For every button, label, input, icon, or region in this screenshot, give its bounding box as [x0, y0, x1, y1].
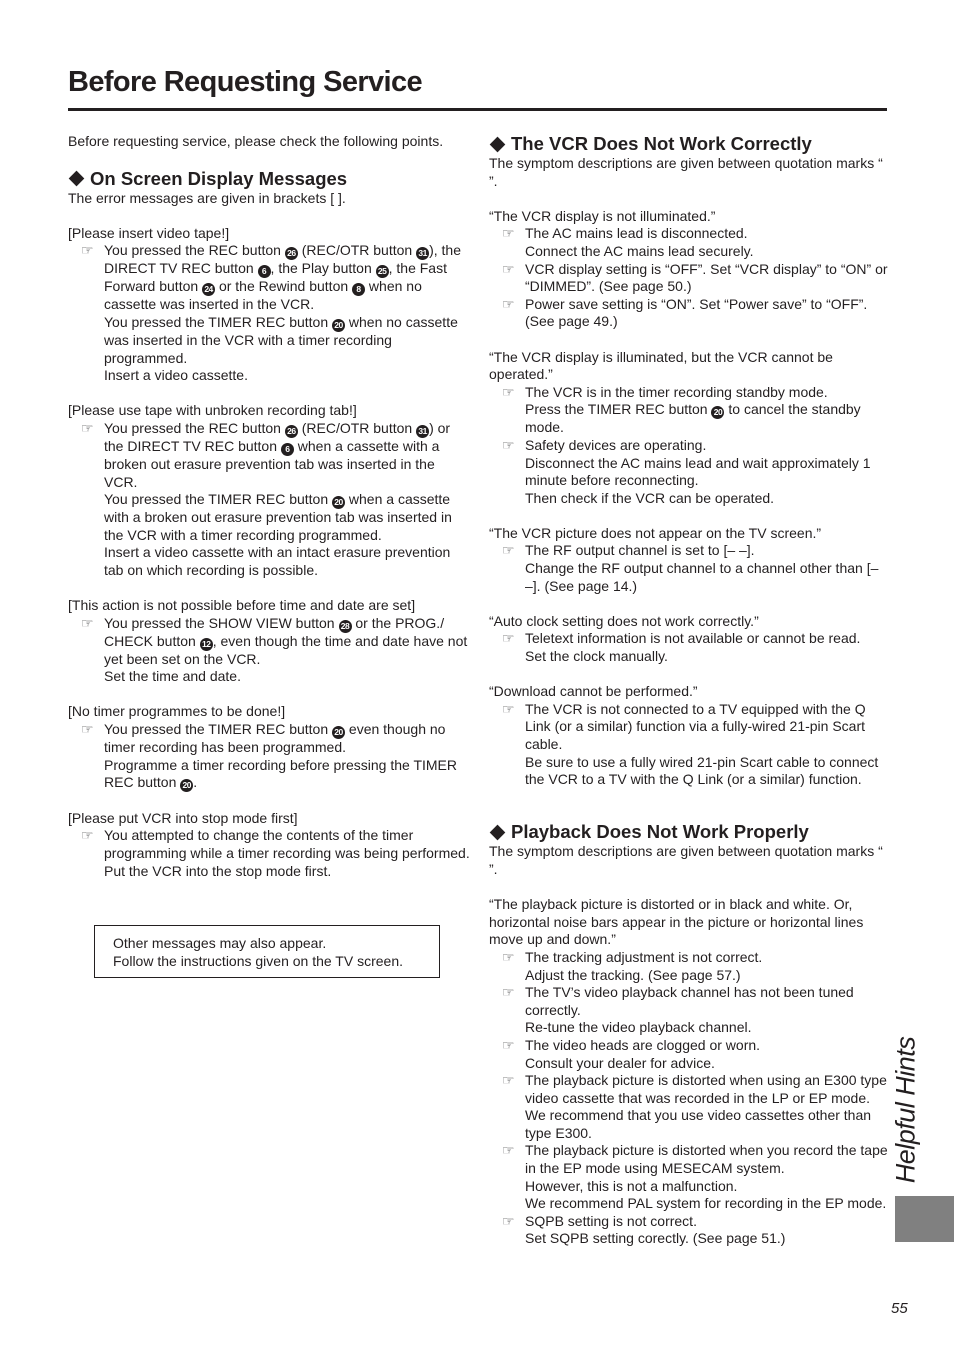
pointing-hand-icon: ☞ — [502, 700, 515, 717]
insert-tape-heading: [Please insert video tape!] — [68, 224, 230, 241]
pointing-hand-icon: ☞ — [502, 542, 515, 559]
pointing-hand-icon: ☞ — [502, 1212, 515, 1229]
osd-heading — [68, 168, 470, 190]
note-line: Other messages may also appear. — [113, 935, 327, 951]
remedy-text: Then check if the VCR can be operated. — [525, 489, 775, 506]
tab-heading: [Please use tape with unbroken recording tab!] — [68, 402, 357, 419]
pointing-hand-icon: ☞ — [502, 1072, 515, 1089]
pointing-hand-icon: ☞ — [81, 614, 94, 631]
pointing-hand-icon: ☞ — [502, 1036, 515, 1053]
remedy-text: We recommend that you use video cassettes other than type E300. — [525, 1107, 872, 1141]
cause-item: ☞ The tracking adjustment is not correct. — [502, 948, 763, 965]
pointing-hand-icon: ☞ — [502, 383, 515, 400]
symptom-text: “The VCR picture does not appear on the TV screen.” — [489, 524, 822, 541]
title-rule — [68, 108, 887, 111]
playback-intro: The symptom descriptions are given between quotation marks “ ”. — [489, 843, 883, 877]
note-line: Follow the instructions given on the TV screen. — [113, 953, 404, 969]
button-number-icon: 24 — [202, 283, 215, 296]
playback-heading — [489, 821, 889, 843]
symptom-text: “The VCR display is not illuminated.” — [489, 207, 716, 224]
button-number-icon: 31 — [416, 425, 429, 438]
time-remedy: Set the time and date. — [104, 668, 241, 685]
cause-item: ☞ The VCR is not connected to a TV equipped with the Q Link (or a similar) function via a fully-wired 21-pin Scart cable. — [502, 700, 866, 752]
button-number-icon: 12 — [200, 638, 213, 651]
symptom-text: “Download cannot be performed.” — [489, 683, 698, 700]
button-number-icon: 6 — [281, 443, 294, 456]
cause-item: ☞ VCR display setting is “OFF”. Set “VCR display” to “ON” or “DIMMED”. (See page 50.) — [502, 260, 888, 295]
cause-item: ☞ The RF output channel is set to [– –]. — [502, 542, 755, 559]
left-column — [68, 133, 470, 880]
pointing-hand-icon: ☞ — [81, 721, 94, 738]
pointing-hand-icon: ☞ — [81, 242, 94, 259]
side-section-label: Helpful Hints — [890, 1036, 921, 1184]
osd-heading-label: On Screen Display Messages — [90, 167, 348, 189]
time-heading: [This action is not possible before time and date are set] — [68, 597, 416, 614]
diamond-icon — [69, 171, 85, 187]
stop-heading: [Please put VCR into stop mode first] — [68, 809, 298, 826]
insert-tape-remedy: Insert a video cassette. — [104, 367, 248, 384]
remedy-text: Adjust the tracking. (See page 57.) — [525, 966, 741, 983]
symptom-text: “Auto clock setting does not work correctly.” — [489, 612, 759, 629]
button-number-icon: 20 — [180, 779, 193, 792]
remedy-text: Consult your dealer for advice. — [525, 1054, 715, 1071]
button-number-icon: 20 — [332, 319, 345, 332]
cause-item: ☞ The TV’s video playback channel has not been tuned correctly. — [502, 984, 854, 1018]
cause-item: ☞ The VCR is in the timer recording standby mode. — [502, 383, 828, 400]
pointing-hand-icon: ☞ — [502, 984, 515, 1001]
remedy-text: Connect the AC mains lead securely. — [525, 242, 754, 259]
stop-remedy: Put the VCR into the stop mode first. — [104, 862, 332, 879]
right-column — [489, 133, 889, 1248]
remedy-text: Disconnect the AC mains lead and wait approximately 1 minute before reconnecting. — [525, 454, 871, 489]
cause-item: ☞ SQPB setting is not correct. — [502, 1212, 697, 1229]
time-item: ☞ You pressed the SHOW VIEW button 28 or the PROG./ CHECK button 12 , even though the time and date have not yet been set on the VCR. — [81, 614, 468, 667]
symptom-text: “The playback picture is distorted or in black and white. Or, horizontal noise bars appear in the picture or horizontal lines move up and down.” — [489, 896, 864, 948]
remedy-text: Be sure to use a fully wired 21-pin Scart cable to connect the VCR to a TV with the Q Link (or a similar) function. — [525, 753, 879, 788]
button-number-icon: 6 — [258, 265, 271, 278]
tab-remedy: Insert a video cassette with an intact erasure prevention tab on which recording is possible. — [104, 544, 451, 578]
remedy-text: Set SQPB setting corectly. (See page 51.) — [525, 1230, 786, 1247]
vcr-heading-label: The VCR Does Not Work Correctly — [511, 133, 812, 154]
playback-heading-label: Playback Does Not Work Properly — [511, 821, 809, 843]
insert-tape-item: ☞ You pressed the REC button 26 (REC/OTR button 31 ), the DIRECT TV REC button 6 , the Play button 25 , the Fast Forward button 24 or the Rewind button 8 when no cassette was inserted in the VCR. — [81, 242, 461, 313]
cause-item: ☞ The AC mains lead is disconnected. — [502, 225, 748, 242]
remedy-text: Set the clock manually. — [525, 648, 668, 665]
pointing-hand-icon: ☞ — [502, 295, 515, 312]
remedy-text: Change the RF output channel to a channel other than [– –]. (See page 14.) — [525, 560, 879, 594]
remedy-text: Re-tune the video playback channel. — [525, 1019, 752, 1036]
tab-item: ☞ You pressed the REC button 26 (REC/OTR button 31 ) or the DIRECT TV REC button 6 when a cassette with a broken out erasure prevention tab was inserted in the VCR. — [81, 419, 451, 490]
tab-cont: You pressed the TIMER REC button 20 when a cassette with a broken out erasure prevention tab was inserted in the VCR with a timer recording programmed. — [104, 491, 452, 543]
remedy-text: Press the TIMER REC button 20 to cancel the standby mode. — [525, 401, 861, 436]
pointing-hand-icon: ☞ — [502, 436, 515, 453]
cause-item: ☞ The playback picture is distorted when you record the tape in the EP mode using MESECAM system. — [502, 1142, 888, 1177]
osd-intro: The error messages are given in brackets [ ]. — [68, 189, 346, 206]
cause-item: ☞ Safety devices are operating. — [502, 436, 707, 453]
button-number-icon: 26 — [285, 425, 298, 438]
button-number-icon: 20 — [332, 496, 345, 509]
page-number: 55 — [891, 1300, 908, 1317]
diamond-icon — [490, 825, 506, 841]
timer-item: ☞ You pressed the TIMER REC button 20 even though no timer recording has been programmed. — [81, 721, 446, 756]
timer-remedy: Programme a timer recording before pressing the TIMER REC button 20 . — [104, 756, 457, 791]
button-number-icon: 8 — [352, 283, 365, 296]
side-tab — [895, 1196, 954, 1242]
pointing-hand-icon: ☞ — [502, 225, 515, 242]
timer-heading: [No timer programmes to be done!] — [68, 703, 286, 720]
button-number-icon: 26 — [285, 247, 298, 260]
vcr-heading — [489, 133, 889, 155]
symptom-text: “The VCR display is illuminated, but the VCR cannot be operated.” — [489, 348, 833, 383]
pointing-hand-icon: ☞ — [502, 630, 515, 647]
page-title: Before Requesting Service — [68, 66, 423, 98]
cause-item: ☞ Power save setting is “ON”. Set “Power save” to “OFF”. (See page 49.) — [502, 295, 868, 330]
stop-item: ☞ You attempted to change the contents of the timer programming while a timer recording was being performed. — [81, 827, 470, 862]
remedy-text: However, this is not a malfunction. — [525, 1177, 738, 1194]
button-number-icon: 28 — [339, 620, 352, 633]
pointing-hand-icon: ☞ — [81, 419, 94, 436]
pointing-hand-icon: ☞ — [502, 260, 515, 277]
pointing-hand-icon: ☞ — [81, 827, 94, 844]
remedy-text: We recommend PAL system for recording in the EP mode. — [525, 1195, 887, 1212]
cause-item: ☞ The playback picture is distorted when using an E300 type video cassette that was recorded in the LP or EP mode. — [502, 1072, 887, 1106]
pointing-hand-icon: ☞ — [502, 948, 515, 965]
button-number-icon: 20 — [332, 726, 345, 739]
intro-text: Before requesting service, please check the following points. — [68, 133, 444, 149]
button-number-icon: 25 — [376, 265, 389, 278]
button-number-icon: 31 — [416, 247, 429, 260]
vcr-intro: The symptom descriptions are given between quotation marks “ ”. — [489, 155, 883, 189]
diamond-icon — [490, 136, 506, 152]
insert-tape-cont: You pressed the TIMER REC button 20 when no cassette was inserted in the VCR with a timer recording programmed. — [104, 313, 458, 366]
note-box — [94, 925, 440, 978]
pointing-hand-icon: ☞ — [502, 1142, 515, 1159]
cause-item: ☞ Teletext information is not available or cannot be read. — [502, 630, 861, 647]
button-number-icon: 20 — [711, 406, 724, 419]
cause-item: ☞ The video heads are clogged or worn. — [502, 1036, 761, 1053]
